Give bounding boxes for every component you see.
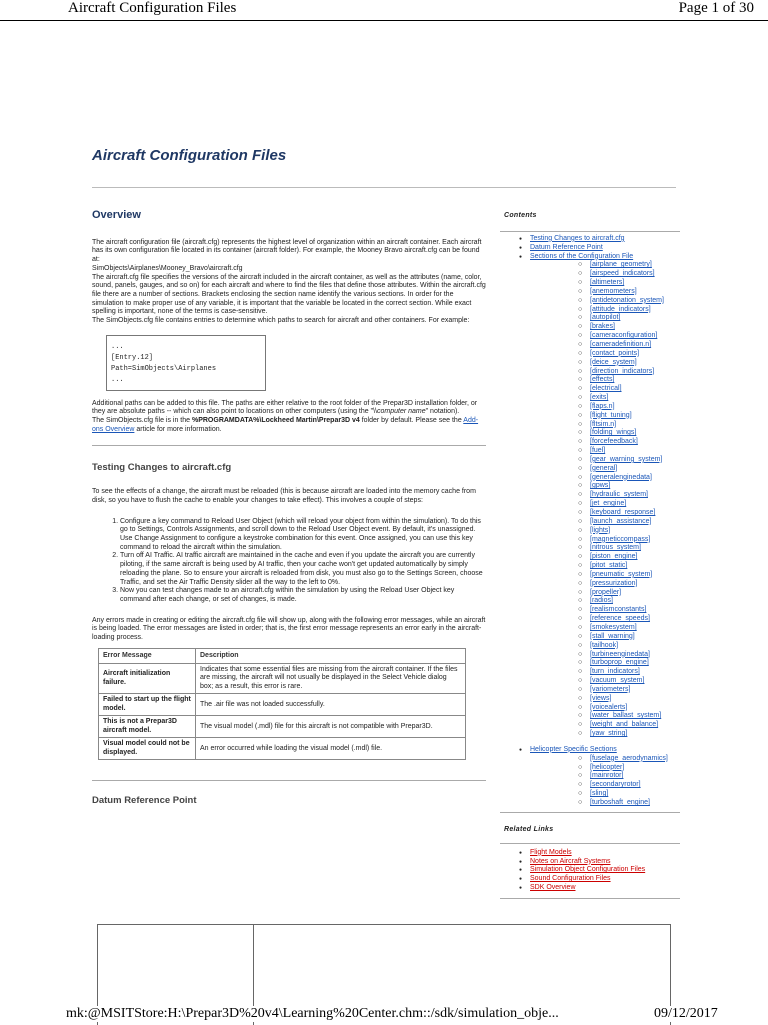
list-item <box>530 544 680 553</box>
title-divider <box>92 187 676 188</box>
section-link[interactable]: [reference_speeds] <box>590 615 650 623</box>
list-item <box>530 447 680 456</box>
section-link[interactable]: [cameraconfiguration] <box>590 332 658 340</box>
section-link[interactable]: [turn_indicators] <box>590 668 640 676</box>
list-item <box>530 412 680 421</box>
list-item <box>530 421 680 430</box>
section-link[interactable]: Notes on Aircraft Systems <box>530 857 611 865</box>
paths-text: Additional paths can be added to this file. The paths are either relative to the root folder of the Prepar3D installation folder, or they are absolute paths -- which can also point to locations on other computers (using the "\\ <box>92 399 478 416</box>
column-header: Description <box>196 648 466 663</box>
section-link[interactable]: [autopilot] <box>590 314 621 322</box>
section-link[interactable]: [fuselage_aerodynamics] <box>590 754 668 762</box>
section-link[interactable]: [gear_warning_system] <box>590 455 663 463</box>
code-line: [Entry.12] <box>111 353 154 362</box>
simobjects-text: folder by default. Please see the <box>359 417 464 425</box>
section-link[interactable]: [propeller] <box>590 588 622 596</box>
section-link[interactable]: [pressurization] <box>590 579 638 587</box>
section-link[interactable]: [smokesystem] <box>590 623 637 631</box>
section-link[interactable]: [tailhook] <box>590 641 619 649</box>
contents-heading: Contents <box>504 212 537 219</box>
list-item <box>530 695 680 704</box>
toc-link[interactable]: Sections of the Configuration File <box>530 252 634 260</box>
related-box <box>500 843 680 899</box>
errors-intro: Any errors made in creating or editing the aircraft.cfg file will show up, along with the following error messages, while an aircraft is being loaded. The error messages are listed in order; that is, the first error message represents an error early in the aircraft-loading process. <box>92 616 486 642</box>
description-cell: The visual model (.mdl) file for this aircraft is not compatible with Prepar3D. <box>196 716 466 738</box>
section-link[interactable]: [flight_tuning] <box>590 411 632 419</box>
list-item <box>530 350 680 359</box>
overview-paragraph: The SimObjects.cfg file contains entries to determine which paths to search for aircraft and other containers. For example: <box>92 317 470 325</box>
code-line: Path=SimObjects\Airplanes <box>111 364 217 373</box>
section-link[interactable]: [launch_assistance] <box>590 517 652 525</box>
list-item <box>500 875 680 884</box>
section-link[interactable]: [helicopter] <box>590 763 625 771</box>
step-item: 1. Configure a key command to Reload User Object (which will reload your object from within the simulation). To do this go to Settings, Controls Assignments, and scroll down to the Reload User Object event. By default, it's unassigned. Use Change Assignment to configure a keystroke combination for this event. Once assigned, you can use this key command to reload the aircraft within the simulation. <box>120 518 486 553</box>
section-link[interactable]: [exits] <box>590 394 609 402</box>
overview-paragraph <box>92 400 486 417</box>
related-heading: Related Links <box>504 825 554 833</box>
contents-item <box>500 253 680 739</box>
list-item <box>530 341 680 350</box>
list-item <box>530 527 680 536</box>
list-item <box>530 438 680 447</box>
list-item <box>530 704 680 713</box>
table-row <box>99 738 466 760</box>
list-item <box>500 858 680 867</box>
overview-paragraph: The aircraft configuration file (aircraft.cfg) represents the highest level of organization within an aircraft container. Each aircraft has its own configuration file located in its container (aircraft folder). For example, the Mooney Bravo aircraft.cfg can be found at: <box>92 238 482 264</box>
section-link[interactable]: [folding_wings] <box>590 429 637 437</box>
section-link[interactable]: [cameradefinition.n] <box>590 340 652 348</box>
list-item <box>530 385 680 394</box>
section-link[interactable]: Sound Configuration Files <box>530 875 611 883</box>
overview-heading: Overview <box>92 209 141 221</box>
list-item <box>530 755 680 764</box>
section-link[interactable]: [fltsim.n] <box>590 420 617 428</box>
overview-path: SimObjects\Airplanes\Mooney_Bravo\aircraft.cfg <box>92 264 243 272</box>
error-message-cell: This is not a Prepar3D aircraft model. <box>99 716 196 738</box>
section-link[interactable]: [sling] <box>590 790 609 798</box>
print-header <box>0 0 768 20</box>
table-row <box>99 663 466 694</box>
table-row <box>99 694 466 716</box>
code-line: ... <box>111 342 124 351</box>
list-item <box>530 730 680 739</box>
contents-item <box>500 235 680 244</box>
code-line: ... <box>111 375 124 384</box>
section-link[interactable]: [fuel] <box>590 447 606 455</box>
section-link[interactable]: [brakes] <box>590 323 615 331</box>
list-item <box>530 297 680 306</box>
section-link[interactable]: [deice_system] <box>590 358 637 366</box>
section-link[interactable]: [gpws] <box>590 482 611 490</box>
programdata-path: %PROGRAMDATA%\Lockheed Martin\Prepar3D v4 <box>191 417 360 425</box>
list-item <box>530 659 680 668</box>
list-item <box>530 332 680 341</box>
section-link[interactable]: [hydraulic_system] <box>590 491 648 499</box>
section-link[interactable]: [airplane_geometry] <box>590 261 652 269</box>
section-link[interactable]: [contact_points] <box>590 349 640 357</box>
list-item <box>530 500 680 509</box>
section-link[interactable]: [effects] <box>590 376 615 384</box>
description-cell: An error occurred while loading the visual model (.mdl) file. <box>196 738 466 760</box>
list-item <box>500 866 680 875</box>
section-link[interactable]: [generalenginedata] <box>590 473 652 481</box>
section-link[interactable]: [flaps.n] <box>590 402 615 410</box>
list-item <box>530 482 680 491</box>
main-content <box>92 211 486 822</box>
list-item <box>530 261 680 270</box>
simobjects-text: article for more information. <box>134 425 222 433</box>
list-item <box>530 772 680 781</box>
datum-heading: Datum Reference Point <box>92 795 197 807</box>
description-cell: Indicates that some essential files are missing from the aircraft container. If the files are missing, the aircraft will not usually be displayed in the Select Vehicle dialog box; as a result, this error is rare. <box>196 663 466 694</box>
sections-list <box>530 261 680 739</box>
error-table <box>98 648 466 761</box>
section-link[interactable]: [nitrous_system] <box>590 544 641 552</box>
contents-box <box>500 231 680 813</box>
section-link[interactable]: [secondaryrotor] <box>590 781 641 789</box>
list-item <box>530 518 680 527</box>
list-item <box>530 403 680 412</box>
helicopter-sections-list <box>530 755 680 808</box>
list-item <box>530 589 680 598</box>
code-sample <box>106 335 266 391</box>
section-divider <box>92 445 486 446</box>
list-item <box>530 677 680 686</box>
print-header-title: Aircraft Configuration Files <box>68 0 237 16</box>
column-header: Error Message <box>99 648 196 663</box>
section-link[interactable]: [altimeters] <box>590 279 625 287</box>
list-item <box>530 790 680 799</box>
error-message-cell: Aircraft initialization failure. <box>99 663 196 694</box>
print-footer-date: 09/12/2017 <box>654 1006 718 1021</box>
list-item <box>530 465 680 474</box>
overview-paragraph: The aircraft.cfg file specifies the versions of the aircraft included in the aircraft container, as well as the attributes (name, color, sound, panels, gauges, and so on) for each aircraft and where to find the files that define those attributes. Within the aircraft.cfg file there are a number of sections. Brackets enclosing the section name identify the various sections. In order for the simulation to make proper use of any variable, it is important that the variable be located in the correct section. While exact spelling is important, none of the terms is case-sensitive. <box>92 273 486 316</box>
list-item <box>530 633 680 642</box>
list-item <box>500 884 680 893</box>
list-item <box>530 288 680 297</box>
list-item <box>530 597 680 606</box>
list-item <box>530 270 680 279</box>
list-item <box>530 642 680 651</box>
section-link[interactable]: [voicealerts] <box>590 703 628 711</box>
list-item <box>530 359 680 368</box>
list-item <box>530 474 680 483</box>
error-message-cell: Visual model could not be displayed. <box>99 738 196 760</box>
list-item <box>530 651 680 660</box>
list-item <box>530 368 680 377</box>
list-item <box>530 314 680 323</box>
section-link[interactable]: [mainrotor] <box>590 772 624 780</box>
list-item <box>530 668 680 677</box>
section-link[interactable]: [antidetonation_system] <box>590 296 664 304</box>
list-item <box>530 279 680 288</box>
list-item <box>500 849 680 858</box>
section-link[interactable]: [anemometers] <box>590 287 637 295</box>
print-page-number: Page 1 of 30 <box>678 0 754 16</box>
contents-item <box>500 244 680 253</box>
section-link[interactable]: Simulation Object Configuration Files <box>530 866 646 874</box>
addons-overview-link[interactable]: Add-ons Overview <box>92 417 479 433</box>
section-divider <box>92 780 486 781</box>
section-link[interactable]: [electrical] <box>590 385 622 393</box>
list-item <box>530 571 680 580</box>
toc-link[interactable]: Datum Reference Point <box>530 243 603 251</box>
testing-heading: Testing Changes to aircraft.cfg <box>92 461 232 473</box>
list-item <box>530 456 680 465</box>
section-link[interactable]: [water_ballast_system] <box>590 712 662 720</box>
section-link[interactable]: [forcefeedback] <box>590 438 638 446</box>
section-link[interactable]: [turbineenginedata] <box>590 650 650 658</box>
page-title: Aircraft Configuration Files <box>92 147 287 164</box>
section-link[interactable]: [pneumatic_system] <box>590 570 653 578</box>
contents-list <box>500 235 680 808</box>
section-link[interactable]: SDK Overview <box>530 884 576 892</box>
list-item <box>530 721 680 730</box>
section-link[interactable]: [airspeed_indicators] <box>590 270 655 278</box>
list-item <box>530 799 680 808</box>
related-links <box>500 826 680 899</box>
toc-link[interactable]: Testing Changes to aircraft.cfg <box>530 234 625 242</box>
section-link[interactable]: [lights] <box>590 526 611 534</box>
list-item <box>530 553 680 562</box>
section-link[interactable]: [magneticcompass] <box>590 535 651 543</box>
list-item <box>530 686 680 695</box>
section-link[interactable]: [variometers] <box>590 685 631 693</box>
section-link[interactable]: [realismconstants] <box>590 606 647 614</box>
list-item <box>530 429 680 438</box>
toc-link[interactable]: Helicopter Specific Sections <box>530 745 617 753</box>
sidebar <box>500 212 680 899</box>
list-item <box>530 764 680 773</box>
section-link[interactable]: [direction_indicators] <box>590 367 655 375</box>
section-link[interactable]: [vacuum_system] <box>590 677 645 685</box>
section-link[interactable]: [views] <box>590 694 612 702</box>
section-link[interactable]: [piston_engine] <box>590 553 638 561</box>
table-header-row <box>99 648 466 663</box>
error-message-cell: Failed to start up the flight model. <box>99 694 196 716</box>
section-link[interactable]: [keyboard_response] <box>590 509 656 516</box>
list-item <box>530 624 680 633</box>
section-link[interactable]: [turboprop_engine] <box>590 659 649 667</box>
related-list <box>500 849 680 893</box>
list-item <box>530 306 680 315</box>
list-item <box>530 323 680 332</box>
header-divider <box>0 20 768 21</box>
section-link[interactable]: [pitot_static] <box>590 562 628 570</box>
section-link[interactable]: Flight Models <box>530 848 572 856</box>
section-link[interactable]: [attitude_indicators] <box>590 305 651 313</box>
list-item <box>530 491 680 500</box>
section-link[interactable]: [general] <box>590 464 618 472</box>
list-item <box>530 536 680 545</box>
table-row <box>99 716 466 738</box>
computer-name-italic: computer name <box>376 408 426 416</box>
steps-list <box>92 518 486 605</box>
step-item: 2. Turn off AI Traffic. AI traffic aircraft are maintained in the cache and even if you update the aircraft you are currently piloting, if the same aircraft is being used by AI traffic, then your cache won't get updated automatically by simply reloading the plane. So to ensure your aircraft is reloaded from disk, you must also go to the Settings Screen, choose Traffic, and set the Air Traffic Density slider all the way to the left to 0%. <box>120 552 486 587</box>
section-link[interactable]: [turboshaft_engine] <box>590 799 650 806</box>
print-footer-path: mk:@MSITStore:H:\Prepar3D%20v4\Learning%20Center.chm::/sdk/simulation_obje... <box>66 1006 559 1021</box>
overview-paragraph <box>92 417 486 434</box>
description-cell: The .air file was not loaded successfully. <box>196 694 466 716</box>
testing-intro: To see the effects of a change, the aircraft must be reloaded (this is because aircraft are loaded into the memory cache from disk, so you have to flush the cache to enable your changes to take effect). This involves a couple of steps: <box>92 488 476 504</box>
contents-item <box>500 746 680 808</box>
section-link[interactable]: [jet_engine] <box>590 500 627 508</box>
list-item <box>530 562 680 571</box>
list-item <box>530 781 680 790</box>
list-item <box>530 712 680 721</box>
list-item <box>530 376 680 385</box>
step-item: 3. Now you can test changes made to an aircraft.cfg within the simulation by using the Reload User Object key command after each change, or set of changes, is made. <box>120 587 486 604</box>
paths-text-end: " notation). <box>425 408 460 416</box>
list-item <box>530 580 680 589</box>
section-link[interactable]: [weight_and_balance] <box>590 721 659 729</box>
section-link[interactable]: [yaw_string] <box>590 730 628 738</box>
list-item <box>530 509 680 518</box>
section-link[interactable]: [stall_warning] <box>590 632 635 640</box>
list-item <box>530 615 680 624</box>
simobjects-text: The SimObjects.cfg file is in the <box>92 417 192 425</box>
section-link[interactable]: [radios] <box>590 597 613 605</box>
list-item <box>530 394 680 403</box>
list-item <box>530 606 680 615</box>
